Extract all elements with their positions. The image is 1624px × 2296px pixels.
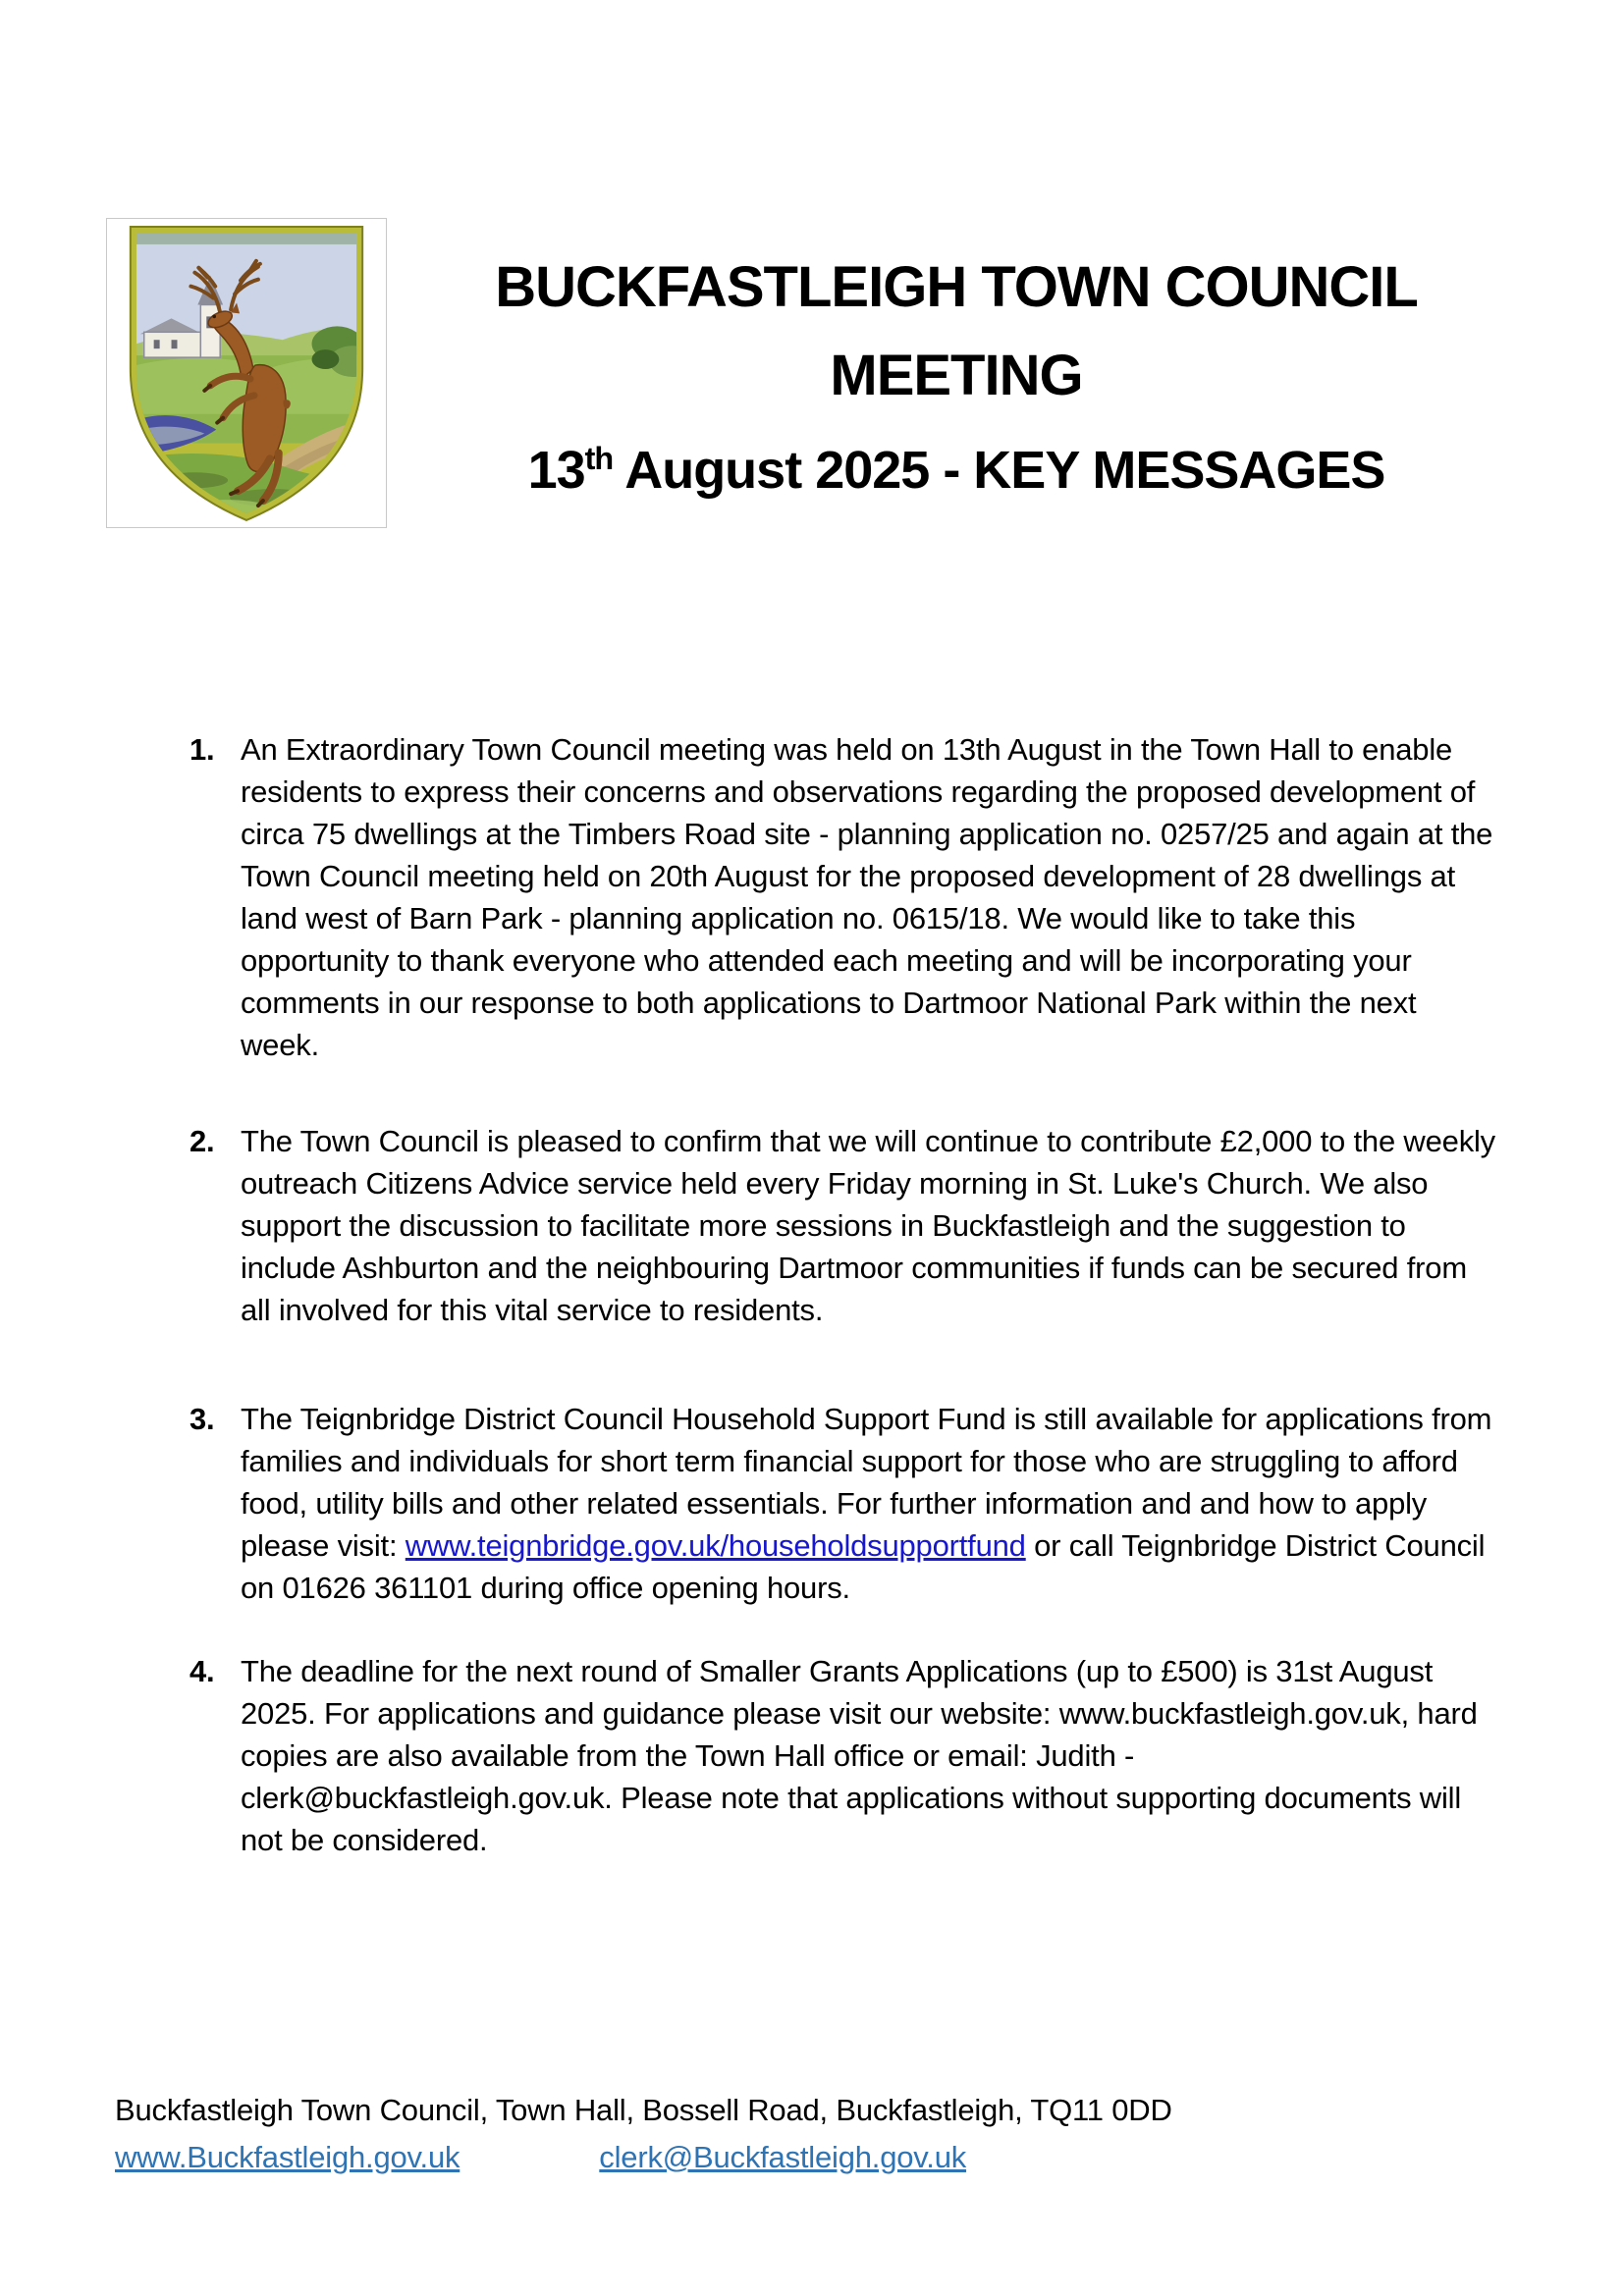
item-text: An Extraordinary Town Council meeting was held on 13th August in the Town Hall to enable residents to express their concerns and observations regarding the proposed development of circa 75 dwellings at the Timbers Road site - planning application no. 0257/25 and again at the Town Council meeting held on 20th August for the proposed development of 28 dwellings at land west of Barn Park - planning application no. 0615/18. We would like to take this opportunity to thank everyone who attended each meeting and will be incorporating your comments in our response to both applications to Dartmoor National Park within the next week.	[241, 732, 1493, 1062]
list-item	[189, 1650, 1495, 1861]
list-item	[189, 1120, 1495, 1331]
footer-website-link[interactable]: www.Buckfastleigh.gov.uk	[115, 2140, 460, 2174]
item-number: 3.	[189, 1402, 215, 1436]
key-messages-list	[189, 728, 1495, 1861]
item-text: The deadline for the next round of Smaller Grants Applications (up to £500) is 31st August 2025. For applications and guidance please visit our website: www.buckfastleigh.gov.uk, hard copies are also available from the Town Hall office or email: Judith - clerk@buckfastleigh.gov.uk. Please note that applications without supporting documents will not be considered.	[241, 1654, 1478, 1857]
page-title-line2: MEETING	[830, 344, 1083, 407]
town-crest-icon	[107, 219, 386, 527]
town-crest-image	[106, 218, 387, 528]
household-support-fund-link[interactable]: www.teignbridge.gov.uk/householdsupportfund	[405, 1528, 1026, 1563]
list-item	[189, 1398, 1495, 1609]
footer-links	[115, 2134, 1526, 2181]
list-item	[189, 728, 1495, 1066]
item-number: 2.	[189, 1124, 215, 1158]
item-number: 4.	[189, 1654, 215, 1688]
page-title-line1: BUCKFASTLEIGH TOWN COUNCIL	[495, 255, 1418, 319]
item-text: The Town Council is pleased to confirm that we will continue to contribute £2,000 to the weekly outreach Citizens Advice service held every Friday morning in St. Luke's Church. We also support the discussion to facilitate more sessions in Buckfastleigh and the suggestion to include Ashburton and the neighbouring Dartmoor communities if funds can be secured from all involved for this vital service to residents.	[241, 1124, 1495, 1327]
item-text-after-link: or call Teignbridge District Council on 01626 361101 during office opening hours.	[241, 1528, 1486, 1605]
subtitle-ordinal: th	[584, 441, 614, 476]
meeting-subtitle	[387, 436, 1526, 505]
document-header	[387, 243, 1526, 505]
footer-address: Buckfastleigh Town Council, Town Hall, Bossell Road, Buckfastleigh, TQ11 0DD	[115, 2093, 1172, 2127]
subtitle-day: 13	[527, 441, 585, 500]
subtitle-rest: August 2025 - KEY MESSAGES	[613, 441, 1385, 500]
item-text-before-link: The Teignbridge District Council Household Support Fund is still available for applications from families and individuals for short term financial support for those who are struggling to afford food, utility bills and other related essentials. For further information and and how to apply please visit:	[241, 1402, 1492, 1563]
footer	[115, 2087, 1526, 2181]
item-text	[241, 1398, 1495, 1609]
footer-email-link[interactable]: clerk@Buckfastleigh.gov.uk	[599, 2140, 967, 2174]
item-number: 1.	[189, 732, 215, 767]
